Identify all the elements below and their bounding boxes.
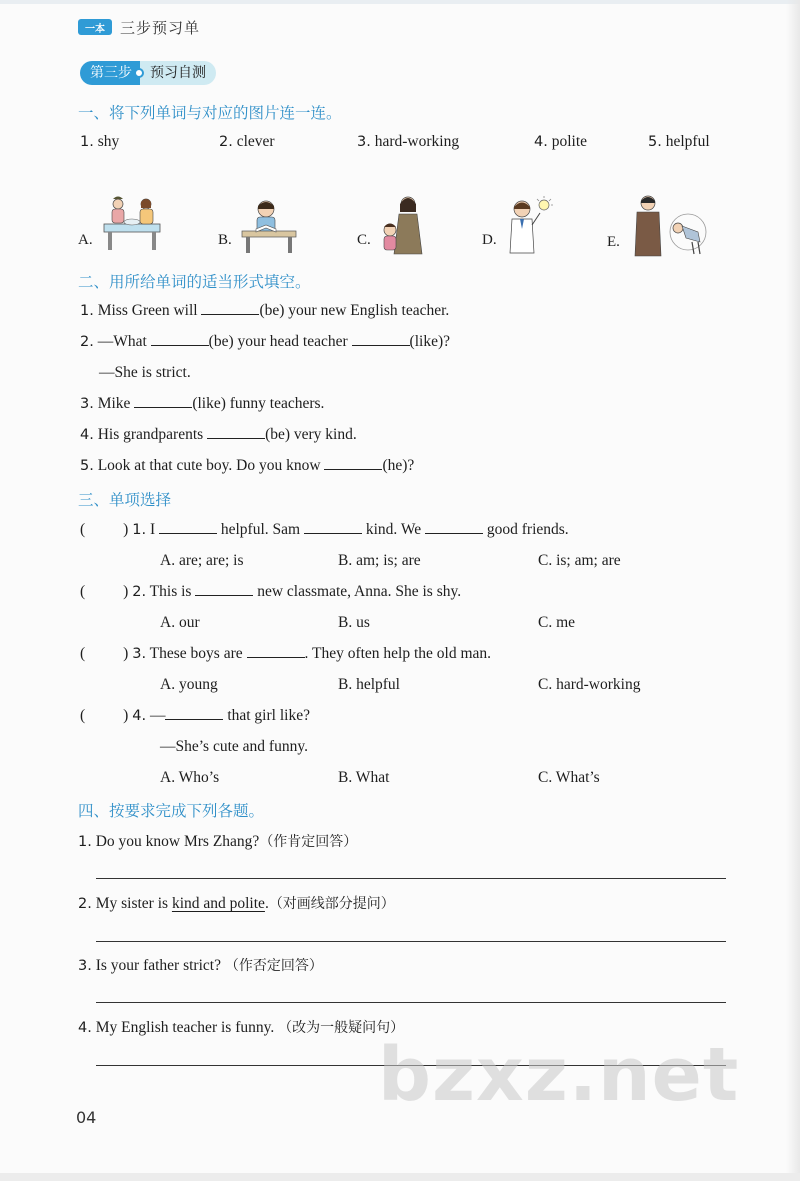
fill-blank[interactable] xyxy=(247,645,305,658)
word-item-1: 1. shy xyxy=(80,133,120,150)
choice-question-3: ( ) 3. These boys are . They often help the old man. xyxy=(80,645,492,662)
word-item-3: 3. hard-working xyxy=(357,133,460,150)
option-a[interactable]: A. young xyxy=(160,676,218,693)
fill-blank[interactable] xyxy=(425,521,483,534)
section-1-title: 一、将下列单词与对应的图片连一连。 xyxy=(78,104,342,122)
top-edge xyxy=(0,0,800,4)
fill-blank[interactable] xyxy=(304,521,362,534)
option-a[interactable]: A. Who’s xyxy=(160,769,220,786)
option-b[interactable]: B. helpful xyxy=(338,676,400,693)
choice-question-4-reply: —She’s cute and funny. xyxy=(160,738,308,755)
choice-question-2: ( ) 2. This is new classmate, Anna. She is shy. xyxy=(80,583,462,600)
fill-blank[interactable] xyxy=(352,333,410,346)
fill-blank[interactable] xyxy=(207,426,265,439)
option-b[interactable]: B. What xyxy=(338,769,390,786)
picture-label-a: A. xyxy=(78,232,93,248)
answer-line-2[interactable] xyxy=(96,941,726,942)
boy-with-lightbulb-idea-icon xyxy=(500,195,556,255)
children-cleaning-table-icon xyxy=(100,194,166,254)
choice-question-4: ( ) 4. — that girl like? xyxy=(80,707,310,724)
watermark: bzxz.net xyxy=(378,1032,740,1118)
fill-blank[interactable] xyxy=(201,302,259,315)
fill-item-3: 3. Mike (like) funny teachers. xyxy=(80,395,325,412)
picture-label-b: B. xyxy=(218,232,232,248)
answer-line-3[interactable] xyxy=(96,1002,726,1003)
option-c[interactable]: C. hard-working xyxy=(538,676,641,693)
fill-blank[interactable] xyxy=(151,333,209,346)
step-dot-icon xyxy=(134,68,144,78)
fill-blank[interactable] xyxy=(134,395,192,408)
option-c[interactable]: C. is; am; are xyxy=(538,552,621,569)
section-3-title: 三、单项选择 xyxy=(78,491,172,509)
option-b[interactable]: B. am; is; are xyxy=(338,552,421,569)
fill-item-1: 1. Miss Green will (be) your new English teacher. xyxy=(80,302,450,319)
task-item-2: 2. My sister is kind and polite.（对画线部分提问） xyxy=(78,895,395,912)
step-banner xyxy=(80,61,216,85)
task-item-1: 1. Do you know Mrs Zhang?（作肯定回答） xyxy=(78,833,358,850)
page-header xyxy=(78,16,200,38)
word-item-5: 5. helpful xyxy=(648,133,710,150)
fill-blank[interactable] xyxy=(324,457,382,470)
word-item-4: 4. polite xyxy=(534,133,588,150)
answer-line-1[interactable] xyxy=(96,878,726,879)
fill-blank[interactable] xyxy=(159,521,217,534)
page-number: 04 xyxy=(76,1108,97,1127)
girl-hiding-behind-mother-icon xyxy=(374,192,432,258)
fill-item-2-reply: —She is strict. xyxy=(99,364,191,381)
fill-blank[interactable] xyxy=(165,707,223,720)
header-title: 三步预习单 xyxy=(120,18,201,37)
bottom-edge xyxy=(0,1173,800,1181)
option-c[interactable]: C. What’s xyxy=(538,769,600,786)
page-shadow xyxy=(786,0,800,1181)
option-a[interactable]: A. are; are; is xyxy=(160,552,244,569)
picture-label-c: C. xyxy=(357,232,371,248)
boy-reading-at-desk-icon xyxy=(236,195,300,255)
task-item-4: 4. My English teacher is funny. （改为一般疑问句） xyxy=(78,1019,405,1036)
option-b[interactable]: B. us xyxy=(338,614,370,631)
underlined-phrase: kind and polite xyxy=(171,895,265,912)
brand-logo: 一本 xyxy=(78,19,112,35)
picture-label-d: D. xyxy=(482,232,497,248)
section-4-title: 四、按要求完成下列各题。 xyxy=(78,802,265,820)
step-name: 预习自测 xyxy=(140,61,216,85)
task-item-3: 3. Is your father strict? （作否定回答） xyxy=(78,957,323,974)
picture-label-e: E. xyxy=(607,234,620,250)
section-2-title: 二、用所给单词的适当形式填空。 xyxy=(78,273,311,291)
option-a[interactable]: A. our xyxy=(160,614,200,631)
fill-item-5: 5. Look at that cute boy. Do you know (he)? xyxy=(80,457,415,474)
boy-bowing-to-teacher-icon xyxy=(628,192,710,258)
fill-item-2: 2. —What (be) your head teacher (like)? xyxy=(80,333,450,350)
choice-question-1: ( ) 1. I helpful. Sam kind. We good friends. xyxy=(80,521,569,538)
fill-item-4: 4. His grandparents (be) very kind. xyxy=(80,426,357,443)
word-item-2: 2. clever xyxy=(219,133,275,150)
option-c[interactable]: C. me xyxy=(538,614,576,631)
fill-blank[interactable] xyxy=(195,583,253,596)
step-label: 第三步 xyxy=(80,61,140,85)
